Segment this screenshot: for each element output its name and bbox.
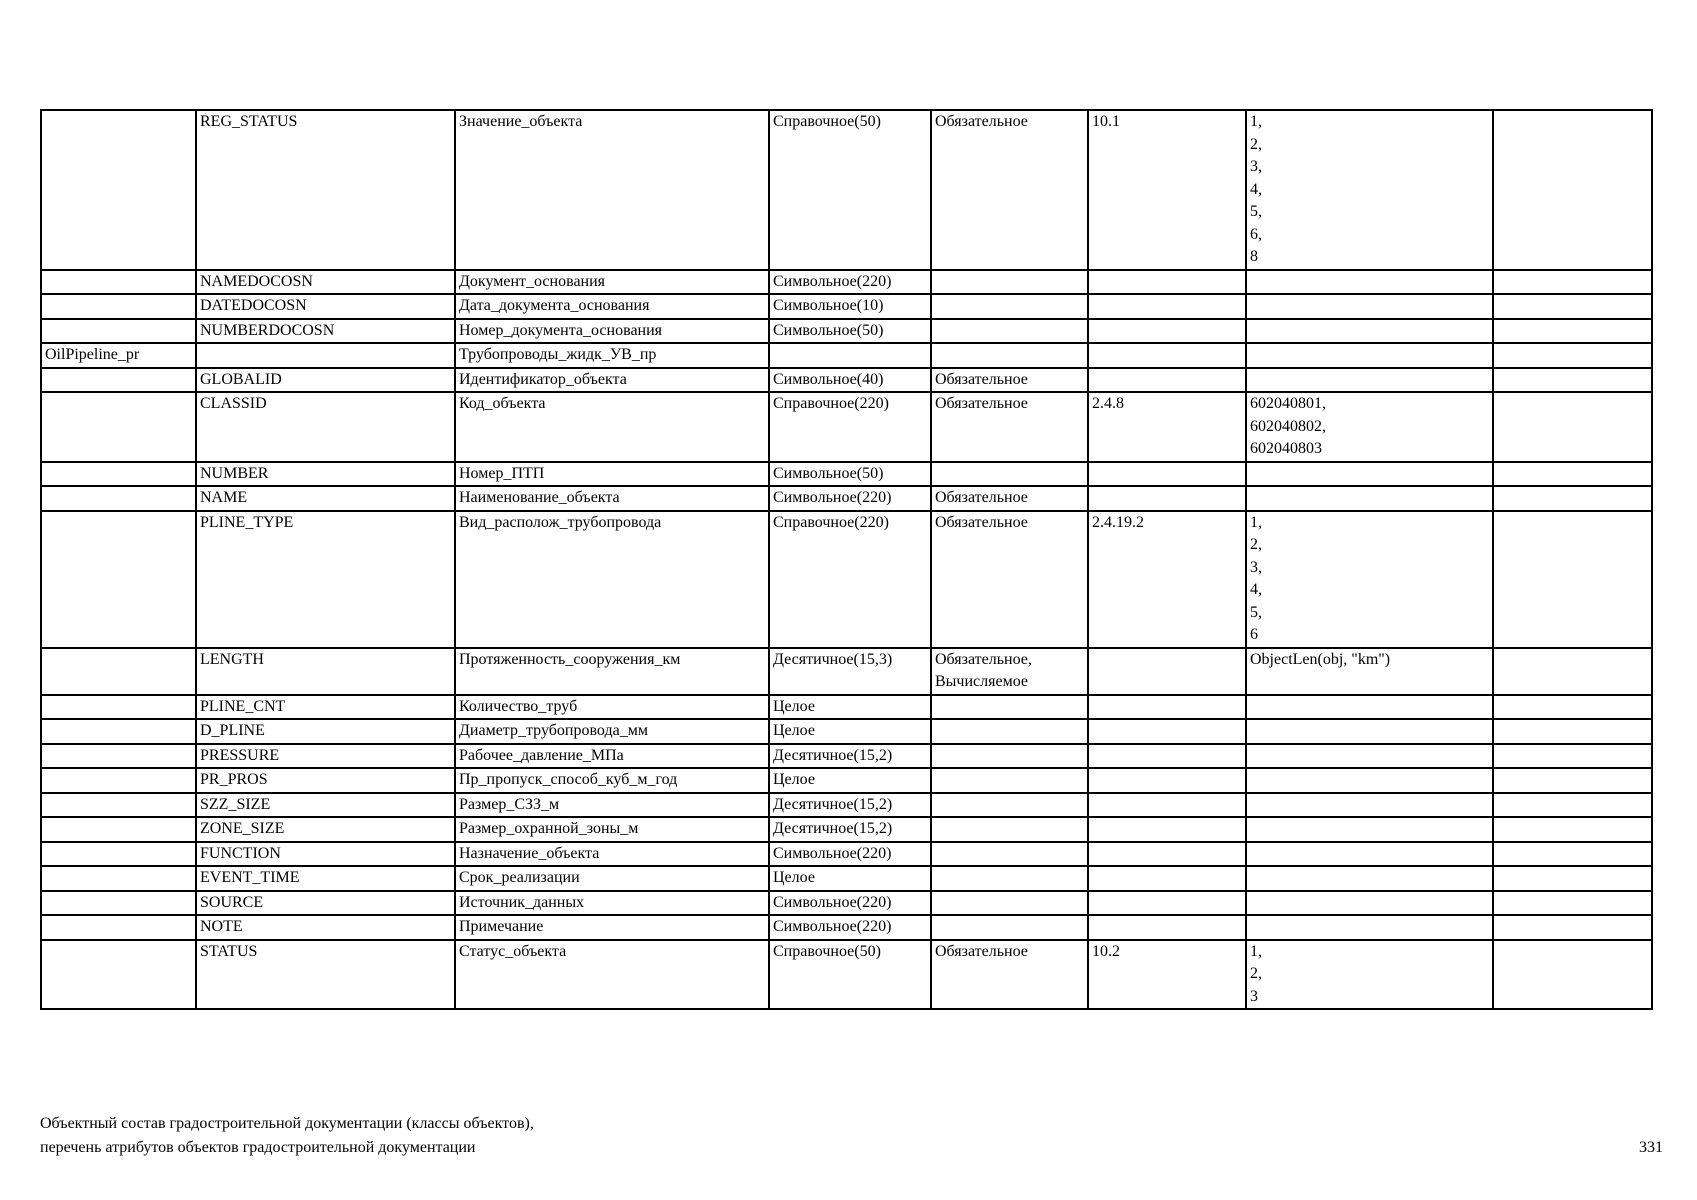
note-cell <box>1493 368 1652 393</box>
requirement-cell: Обязательное <box>931 940 1088 1010</box>
attribute-name-cell: Примечание <box>455 915 769 940</box>
note-cell <box>1493 719 1652 744</box>
attribute-code-cell: NUMBERDOCOSN <box>196 319 455 344</box>
attribute-name-cell: Количество_труб <box>455 695 769 720</box>
footer-line-2: перечень атрибутов объектов градостроительной документации <box>40 1139 476 1156</box>
attribute-name-cell: Трубопроводы_жидк_УВ_пр <box>455 343 769 368</box>
class-name-cell <box>41 695 196 720</box>
note-cell <box>1493 462 1652 487</box>
class-name-cell <box>41 768 196 793</box>
footer-line-1: Объектный состав градостроительной документации (классы объектов), <box>40 1115 534 1132</box>
attribute-code-cell: REG_STATUS <box>196 110 455 270</box>
reference-cell: 10.1 <box>1088 110 1246 270</box>
table-row <box>41 462 1652 487</box>
attribute-name-cell: Источник_данных <box>455 891 769 916</box>
data-type-cell: Символьное(220) <box>769 915 931 940</box>
table-row <box>41 891 1652 916</box>
note-cell <box>1493 940 1652 1010</box>
attributes-table <box>40 109 1653 1010</box>
attribute-name-cell: Документ_основания <box>455 270 769 295</box>
class-name-cell <box>41 648 196 695</box>
requirement-cell: Обязательное, Вычисляемое <box>931 648 1088 695</box>
attribute-code-cell: PLINE_TYPE <box>196 511 455 648</box>
values-cell: 1, 2, 3, 4, 5, 6, 8 <box>1246 110 1493 270</box>
requirement-cell: Обязательное <box>931 511 1088 648</box>
reference-cell <box>1088 891 1246 916</box>
attribute-name-cell: Пр_пропуск_способ_куб_м_год <box>455 768 769 793</box>
data-type-cell: Десятичное(15,2) <box>769 793 931 818</box>
requirement-cell <box>931 319 1088 344</box>
table-row <box>41 110 1652 270</box>
attribute-name-cell: Назначение_объекта <box>455 842 769 867</box>
values-cell: 1, 2, 3 <box>1246 940 1493 1010</box>
class-name-cell <box>41 866 196 891</box>
attribute-name-cell: Код_объекта <box>455 392 769 462</box>
values-cell: 1, 2, 3, 4, 5, 6 <box>1246 511 1493 648</box>
attribute-code-cell: NUMBER <box>196 462 455 487</box>
data-type-cell: Символьное(220) <box>769 891 931 916</box>
note-cell <box>1493 817 1652 842</box>
values-cell: 602040801, 602040802, 602040803 <box>1246 392 1493 462</box>
class-name-cell <box>41 368 196 393</box>
attribute-code-cell: SZZ_SIZE <box>196 793 455 818</box>
attribute-code-cell: CLASSID <box>196 392 455 462</box>
data-type-cell: Символьное(50) <box>769 319 931 344</box>
values-cell <box>1246 319 1493 344</box>
values-cell <box>1246 719 1493 744</box>
note-cell <box>1493 319 1652 344</box>
table-row <box>41 511 1652 648</box>
table-row <box>41 648 1652 695</box>
reference-cell <box>1088 915 1246 940</box>
requirement-cell <box>931 695 1088 720</box>
class-name-cell <box>41 462 196 487</box>
note-cell <box>1493 915 1652 940</box>
reference-cell <box>1088 319 1246 344</box>
page-number: 331 <box>1639 1139 1663 1156</box>
attribute-code-cell: ZONE_SIZE <box>196 817 455 842</box>
table-row <box>41 294 1652 319</box>
attribute-name-cell: Номер_документа_основания <box>455 319 769 344</box>
attribute-name-cell: Значение_объекта <box>455 110 769 270</box>
table-row <box>41 486 1652 511</box>
note-cell <box>1493 744 1652 769</box>
class-name-cell <box>41 319 196 344</box>
requirement-cell <box>931 294 1088 319</box>
reference-cell <box>1088 744 1246 769</box>
attribute-name-cell: Рабочее_давление_МПа <box>455 744 769 769</box>
attribute-name-cell: Номер_ПТП <box>455 462 769 487</box>
note-cell <box>1493 270 1652 295</box>
attribute-name-cell: Дата_документа_основания <box>455 294 769 319</box>
values-cell: ObjectLen(obj, "km") <box>1246 648 1493 695</box>
reference-cell: 10.2 <box>1088 940 1246 1010</box>
class-name-cell <box>41 793 196 818</box>
attribute-code-cell: NAMEDOCOSN <box>196 270 455 295</box>
table-row <box>41 915 1652 940</box>
reference-cell: 2.4.19.2 <box>1088 511 1246 648</box>
data-type-cell: Справочное(50) <box>769 110 931 270</box>
note-cell <box>1493 392 1652 462</box>
values-cell <box>1246 768 1493 793</box>
note-cell <box>1493 768 1652 793</box>
attribute-code-cell: PRESSURE <box>196 744 455 769</box>
note-cell <box>1493 793 1652 818</box>
values-cell <box>1246 368 1493 393</box>
note-cell <box>1493 648 1652 695</box>
values-cell <box>1246 695 1493 720</box>
table-body <box>41 110 1652 1009</box>
data-type-cell: Символьное(220) <box>769 270 931 295</box>
attribute-code-cell: NOTE <box>196 915 455 940</box>
data-type-cell: Символьное(10) <box>769 294 931 319</box>
requirement-cell <box>931 270 1088 295</box>
attribute-name-cell: Статус_объекта <box>455 940 769 1010</box>
attribute-code-cell: GLOBALID <box>196 368 455 393</box>
reference-cell <box>1088 695 1246 720</box>
class-name-cell <box>41 817 196 842</box>
attribute-code-cell: STATUS <box>196 940 455 1010</box>
attribute-name-cell: Диаметр_трубопровода_мм <box>455 719 769 744</box>
data-type-cell: Десятичное(15,3) <box>769 648 931 695</box>
attribute-code-cell: DATEDOCOSN <box>196 294 455 319</box>
reference-cell <box>1088 368 1246 393</box>
attribute-code-cell <box>196 343 455 368</box>
requirement-cell: Обязательное <box>931 368 1088 393</box>
attribute-code-cell: PR_PROS <box>196 768 455 793</box>
reference-cell <box>1088 294 1246 319</box>
data-type-cell: Символьное(50) <box>769 462 931 487</box>
values-cell <box>1246 866 1493 891</box>
data-type-cell: Справочное(50) <box>769 940 931 1010</box>
values-cell <box>1246 294 1493 319</box>
class-name-cell <box>41 915 196 940</box>
note-cell <box>1493 343 1652 368</box>
attribute-name-cell: Наименование_объекта <box>455 486 769 511</box>
class-name-cell <box>41 294 196 319</box>
requirement-cell <box>931 915 1088 940</box>
values-cell <box>1246 462 1493 487</box>
attribute-name-cell: Идентификатор_объекта <box>455 368 769 393</box>
data-type-cell: Десятичное(15,2) <box>769 817 931 842</box>
table-row <box>41 817 1652 842</box>
table-row <box>41 940 1652 1010</box>
table-row <box>41 768 1652 793</box>
attribute-code-cell: D_PLINE <box>196 719 455 744</box>
reference-cell <box>1088 793 1246 818</box>
table-row <box>41 842 1652 867</box>
note-cell <box>1493 511 1652 648</box>
class-name-cell <box>41 744 196 769</box>
values-cell <box>1246 343 1493 368</box>
note-cell <box>1493 866 1652 891</box>
reference-cell <box>1088 866 1246 891</box>
data-type-cell: Символьное(220) <box>769 842 931 867</box>
class-name-cell <box>41 719 196 744</box>
requirement-cell: Обязательное <box>931 486 1088 511</box>
note-cell <box>1493 110 1652 270</box>
requirement-cell <box>931 866 1088 891</box>
values-cell <box>1246 744 1493 769</box>
data-type-cell: Целое <box>769 719 931 744</box>
data-type-cell: Символьное(220) <box>769 486 931 511</box>
note-cell <box>1493 486 1652 511</box>
attribute-code-cell: PLINE_CNT <box>196 695 455 720</box>
requirement-cell <box>931 891 1088 916</box>
class-name-cell <box>41 511 196 648</box>
attribute-name-cell: Срок_реализации <box>455 866 769 891</box>
reference-cell: 2.4.8 <box>1088 392 1246 462</box>
data-type-cell <box>769 343 931 368</box>
note-cell <box>1493 294 1652 319</box>
attribute-code-cell: LENGTH <box>196 648 455 695</box>
attribute-name-cell: Размер_СЗЗ_м <box>455 793 769 818</box>
attribute-name-cell: Протяженность_сооружения_км <box>455 648 769 695</box>
table-row <box>41 392 1652 462</box>
reference-cell <box>1088 719 1246 744</box>
table-row <box>41 793 1652 818</box>
class-name-cell <box>41 486 196 511</box>
class-name-cell <box>41 392 196 462</box>
table-row <box>41 866 1652 891</box>
requirement-cell <box>931 768 1088 793</box>
attribute-code-cell: SOURCE <box>196 891 455 916</box>
table-row <box>41 343 1652 368</box>
requirement-cell <box>931 343 1088 368</box>
requirement-cell: Обязательное <box>931 392 1088 462</box>
requirement-cell <box>931 462 1088 487</box>
table-row <box>41 368 1652 393</box>
values-cell <box>1246 817 1493 842</box>
class-name-cell <box>41 891 196 916</box>
table-row <box>41 719 1652 744</box>
data-type-cell: Целое <box>769 695 931 720</box>
values-cell <box>1246 486 1493 511</box>
reference-cell <box>1088 462 1246 487</box>
reference-cell <box>1088 648 1246 695</box>
note-cell <box>1493 695 1652 720</box>
attribute-code-cell: NAME <box>196 486 455 511</box>
note-cell <box>1493 891 1652 916</box>
footer <box>40 1112 534 1160</box>
requirement-cell: Обязательное <box>931 110 1088 270</box>
reference-cell <box>1088 768 1246 793</box>
class-name-cell <box>41 940 196 1010</box>
values-cell <box>1246 915 1493 940</box>
class-name-cell <box>41 110 196 270</box>
attribute-name-cell: Вид_располож_трубопровода <box>455 511 769 648</box>
values-cell <box>1246 842 1493 867</box>
class-name-cell <box>41 842 196 867</box>
values-cell <box>1246 891 1493 916</box>
reference-cell <box>1088 817 1246 842</box>
table-row <box>41 319 1652 344</box>
table-row <box>41 744 1652 769</box>
requirement-cell <box>931 817 1088 842</box>
table-row <box>41 695 1652 720</box>
data-type-cell: Десятичное(15,2) <box>769 744 931 769</box>
reference-cell <box>1088 270 1246 295</box>
class-name-cell <box>41 270 196 295</box>
reference-cell <box>1088 486 1246 511</box>
data-type-cell: Справочное(220) <box>769 392 931 462</box>
class-name-cell: OilPipeline_pr <box>41 343 196 368</box>
reference-cell <box>1088 343 1246 368</box>
requirement-cell <box>931 842 1088 867</box>
values-cell <box>1246 270 1493 295</box>
requirement-cell <box>931 719 1088 744</box>
data-type-cell: Справочное(220) <box>769 511 931 648</box>
data-type-cell: Символьное(40) <box>769 368 931 393</box>
data-type-cell: Целое <box>769 866 931 891</box>
table-row <box>41 270 1652 295</box>
note-cell <box>1493 842 1652 867</box>
data-type-cell: Целое <box>769 768 931 793</box>
attribute-code-cell: EVENT_TIME <box>196 866 455 891</box>
values-cell <box>1246 793 1493 818</box>
attribute-name-cell: Размер_охранной_зоны_м <box>455 817 769 842</box>
attribute-code-cell: FUNCTION <box>196 842 455 867</box>
requirement-cell <box>931 793 1088 818</box>
requirement-cell <box>931 744 1088 769</box>
reference-cell <box>1088 842 1246 867</box>
